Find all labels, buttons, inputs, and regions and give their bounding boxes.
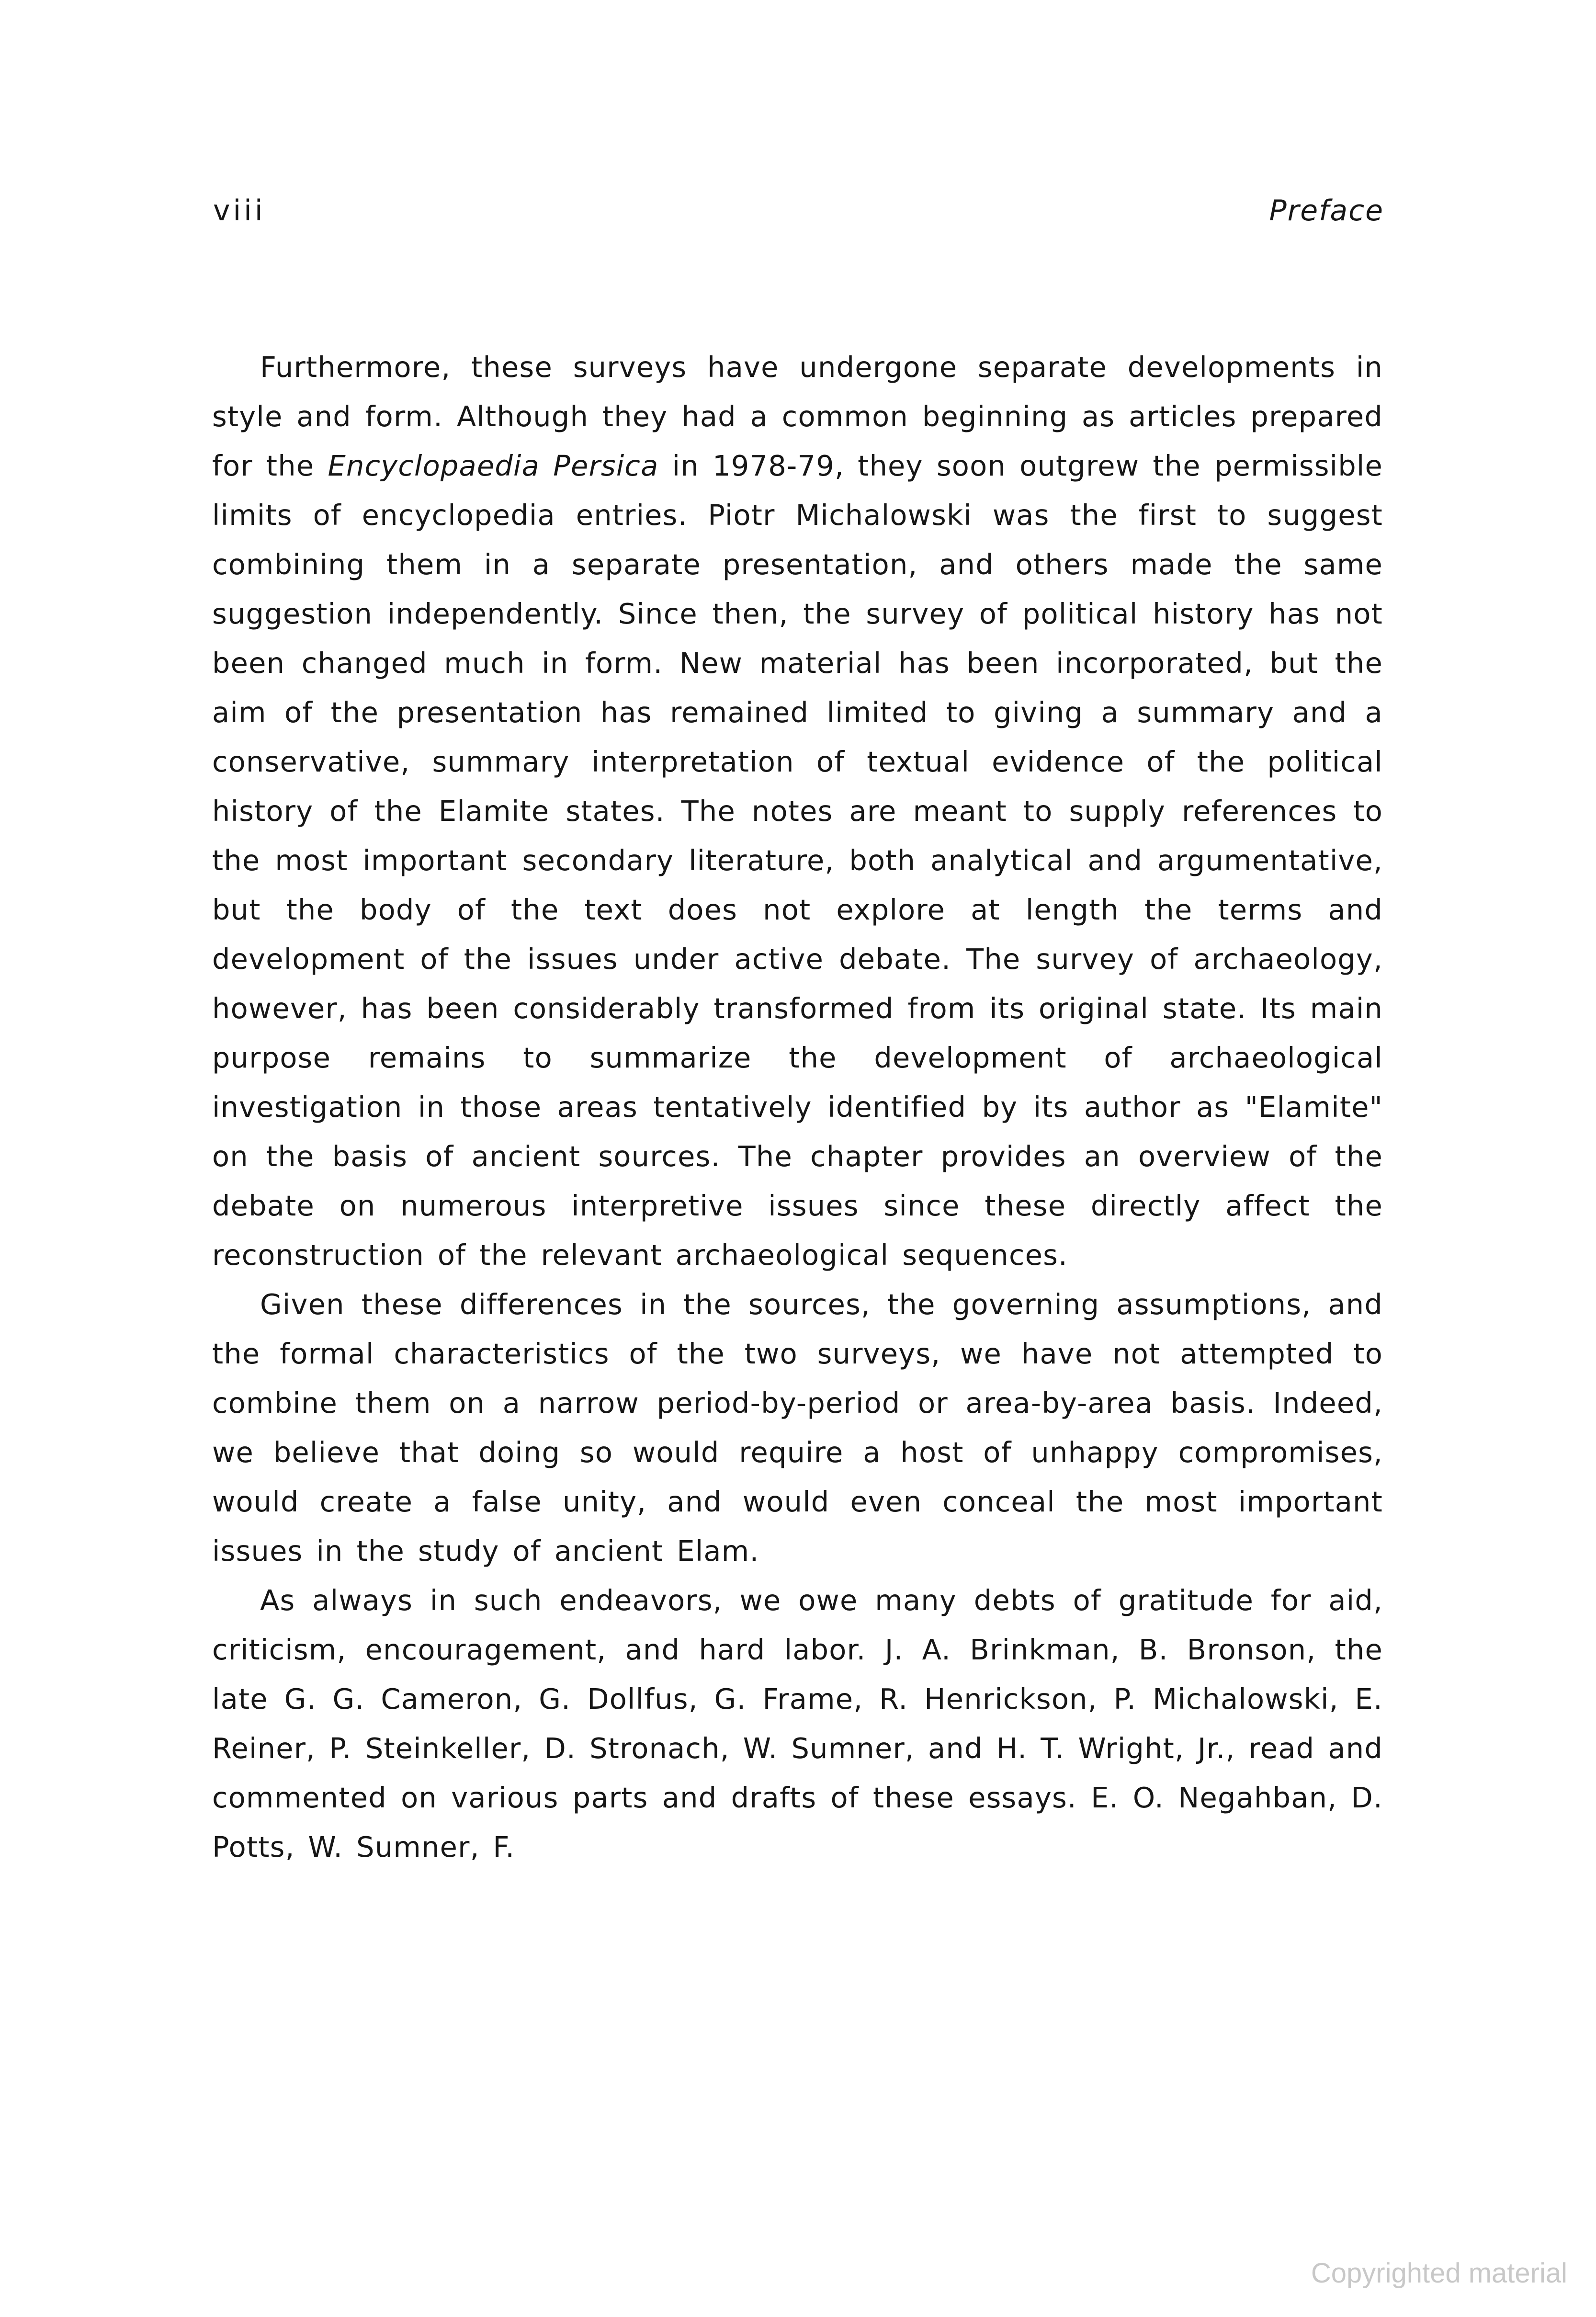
running-head: Preface (1269, 194, 1384, 227)
page-number: viii (213, 194, 266, 227)
paragraph-3: As always in such endeavors, we owe many debts of gratitude for aid, criticism, encouragement, and hard labor. J. A. Brinkman, B. Bronson, the late G. G. Cameron, G. Dollfus, G. Frame, R. Henrickson, P. Michalowski, E. Reiner, P. Steinkeller, D. Stronach, W. Sumner, and H. T. Wright, Jr., read and commented on various parts and drafts of these essays. E. O. Negahban, D. Potts, W. Sumner, F. (212, 1584, 1383, 1863)
paragraph-1-text-end: in 1978-79, they soon outgrew the permissible limits of encyclopedia entries. Piotr Michalowski was the first to suggest combining them in a separate presentation, and others made the same suggestion independently. Since then, the survey of political history has not been changed much in form. New material has been incorporated, but the aim of the presentation has remained limited to giving a summary and a conservative, summary interpretation of textual evidence of the political history of the Elamite states. The notes are meant to supply references to the most important secondary literature, both analytical and argumentative, but the body of the text does not explore at length the terms and development of the issues under active debate. The survey of archaeology, however, has been considerably transformed from its original state. Its main purpose remains to summarize the development of archaeological investigation in those areas tentatively identified by its author as "Elamite" on the basis of ancient sources. The chapter provides an overview of the debate on numerous interpretive issues since these directly affect the reconstruction of the relevant archaeological sequences. (212, 449, 1383, 1272)
paragraph-2: Given these differences in the sources, the governing assumptions, and the formal characteristics of the two surveys, we have not attempted to combine them on a narrow period-by-period or area-by-area basis. Indeed, we believe that doing so would require a host of unhappy compromises, would create a false unity, and would even conceal the most important issues in the study of ancient Elam. (212, 1288, 1383, 1567)
body-text (212, 342, 1383, 1872)
paragraph-1 (212, 342, 1383, 1280)
book-title: Encyclopaedia Persica (328, 449, 659, 482)
copyright-watermark: Copyrighted material (1311, 2258, 1567, 2289)
paragraph-1-text-start: Furthermore, these surveys have undergone separate developments in style and form. Although they had a common beginning as articles prepared for the (212, 351, 1383, 482)
